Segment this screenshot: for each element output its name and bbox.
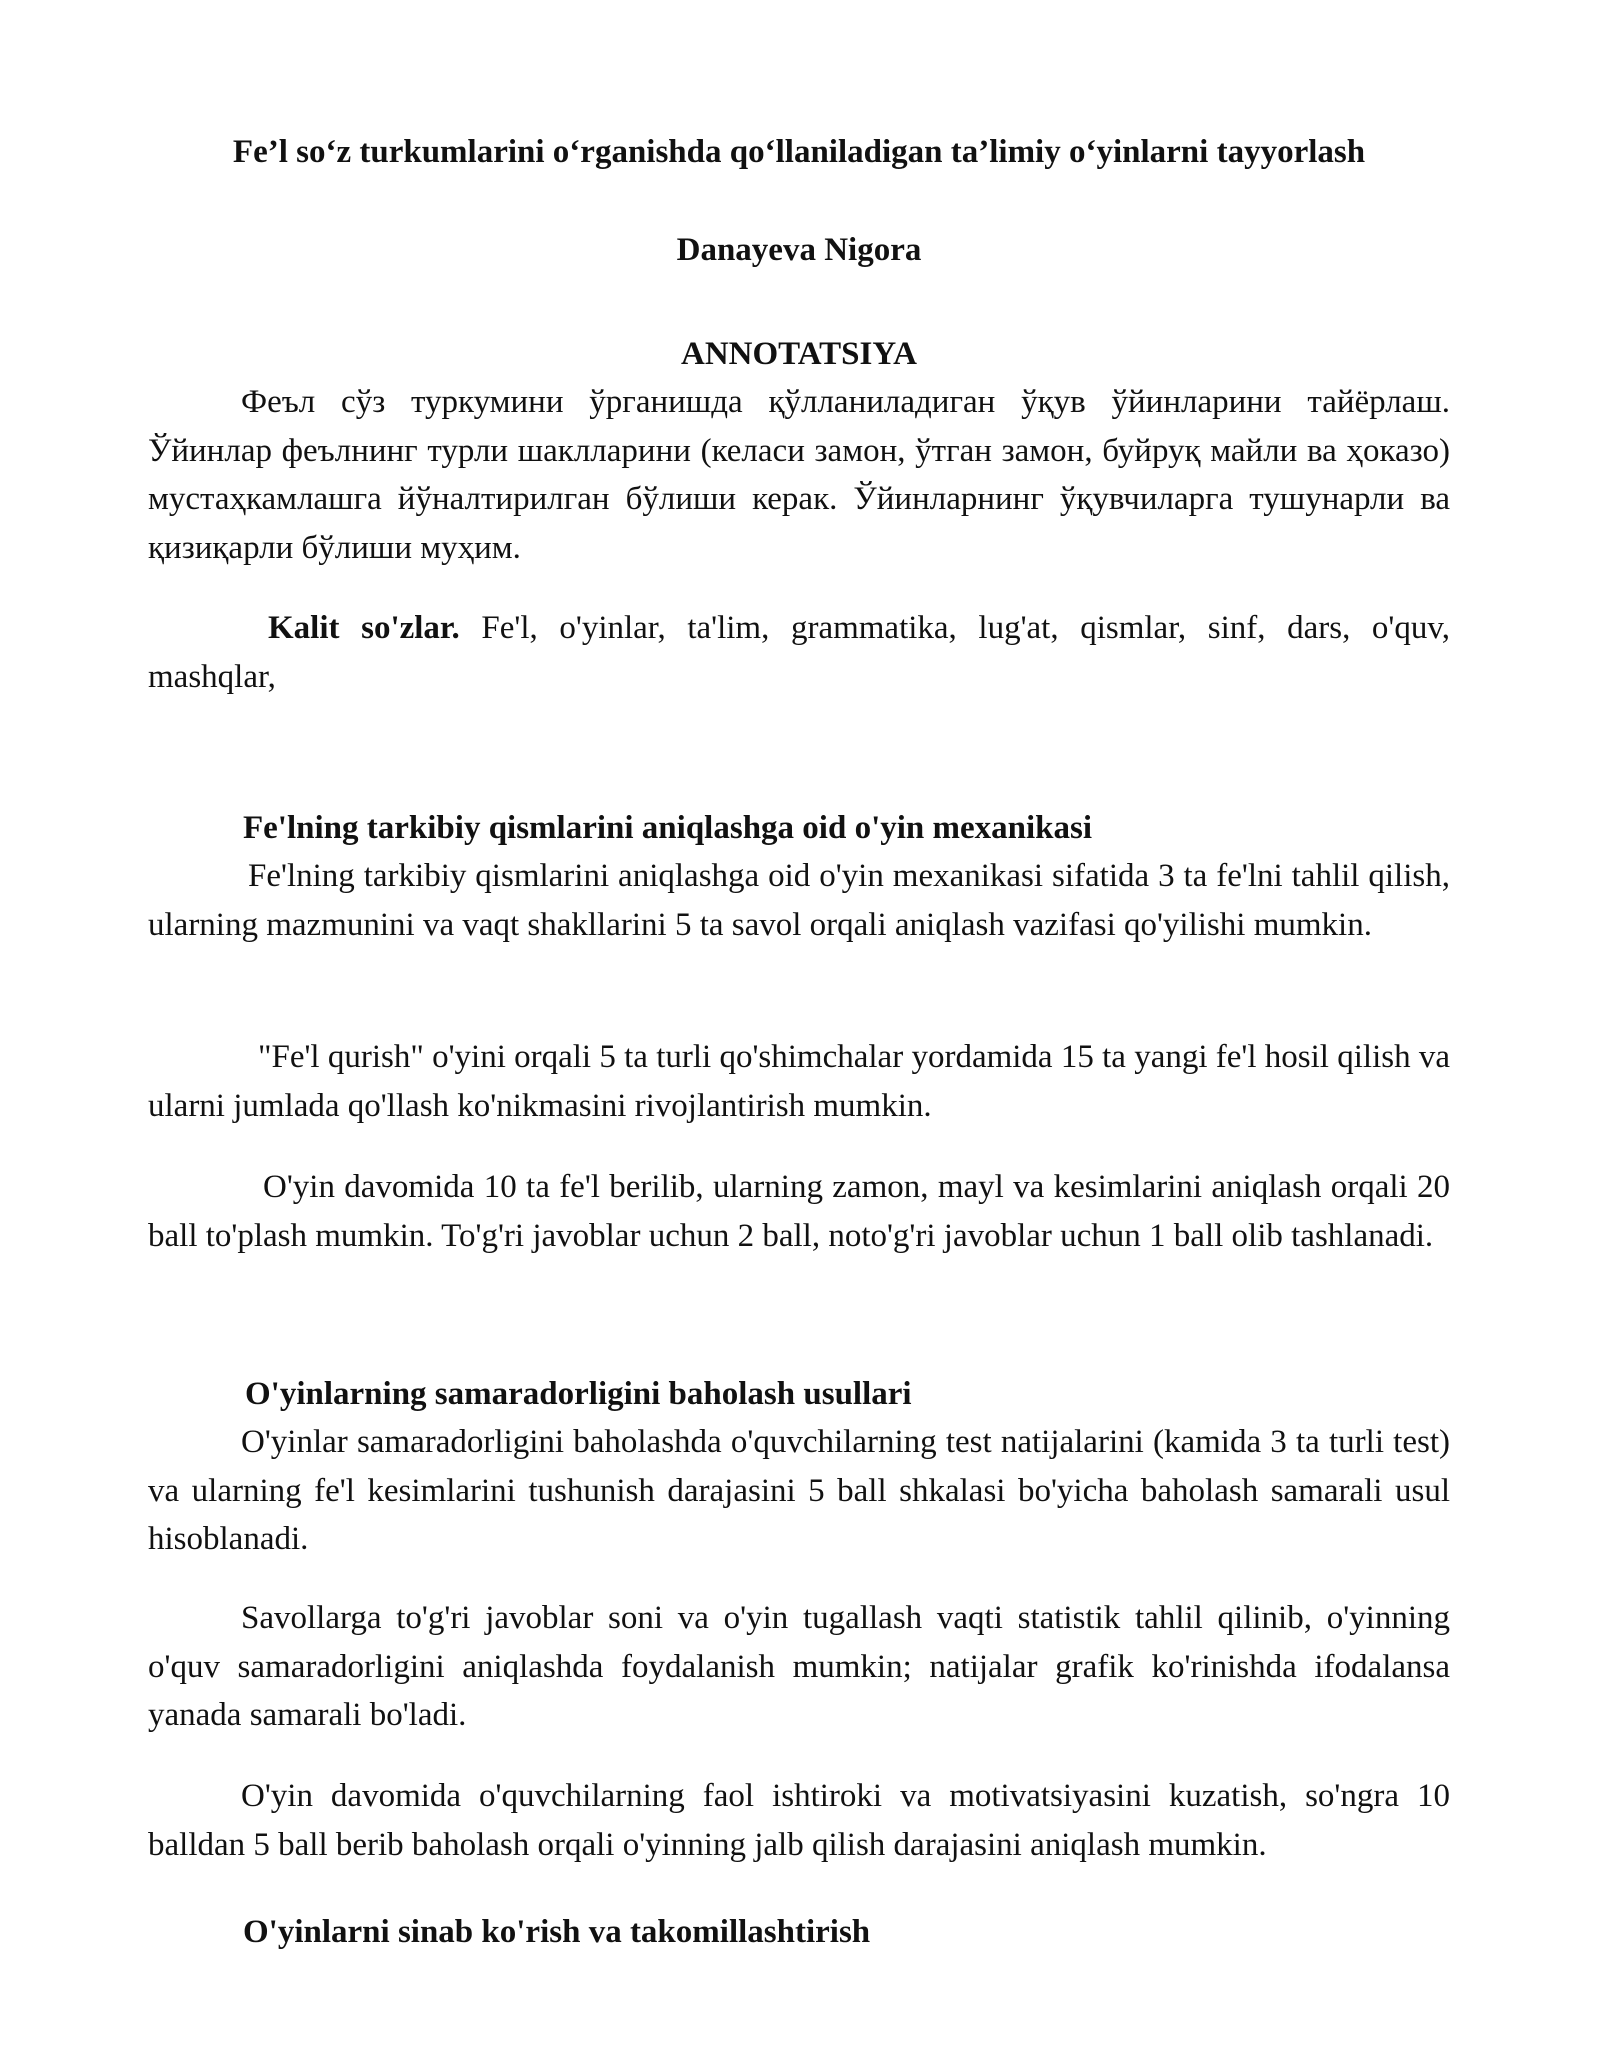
keywords-text: Fe'l, o'yinlar, ta'lim, grammatika, lug'at, qismlar, sinf, dars, o'quv, mashqlar, (148, 610, 1450, 695)
section1-paragraph: "Fe'l qurish" o'yini orqali 5 ta turli qo'shimchalar yordamida 15 ta yangi fe'l hosil qilish va ularni jumlada qo'llash ko'nikmasini rivojlantirish mumkin. (148, 1039, 1450, 1124)
keywords-paragraph (148, 604, 1450, 701)
section1-paragraph: Fe'lning tarkibiy qismlarini aniqlashga oid o'yin mexanikasi sifatida 3 ta fe'lni tahlil qilish, ularning mazmunini va vaqt shakllarini 5 ta savol orqali aniqlash vazifasi qo'yilishi mumkin. (148, 858, 1450, 943)
section1-paragraph: O'yin davomida 10 ta fe'l berilib, ularning zamon, mayl va kesimlarini aniqlash orqali 20 ball to'plash mumkin. To'g'ri javoblar uchun 2 ball, noto'g'ri javoblar uchun 1 ball olib tashlanadi. (148, 1169, 1450, 1254)
keywords-label: Kalit so'zlar. (268, 610, 460, 646)
section2-paragraph: O'yinlar samaradorligini baholashda o'quvchilarning test natijalarini (kamida 3 ta turli test) va ularning fe'l kesimlarini tushunish darajasini 5 ball shkalasi bo'yicha baholash samarali usul hisoblanadi. (148, 1424, 1450, 1557)
section2-paragraph: Savollarga to'g'ri javoblar soni va o'yin tugallash vaqti statistik tahlil qilinib, o'yinning o'quv samaradorligini aniqlashda foydalanish mumkin; natijalar grafik ko'rinishda ifodalansa yanada samarali bo'ladi. (148, 1600, 1450, 1733)
section-heading-evaluation-methods: O'yinlarning samaradorligini baholash usullari (245, 1376, 912, 1412)
section-heading-testing-improvement: O'yinlarni sinab ko'rish va takomillashtirish (243, 1914, 871, 1950)
annotation-heading: ANNOTATSIYA (681, 336, 917, 372)
annotation-text: Феъл сўз туркумини ўрганишда қўлланиладиган ўқув ўйинларини тайёрлаш. Ўйинлар феълнинг турли шаклларини (келаси замон, ўтган замон, буйруқ майли ва ҳоказо) мустаҳкамлашга йўналтирилган бўлиши керак. Ўйинларнинг ўқувчиларга тушунарли ва қизиқарли бўлиши муҳим. (148, 384, 1450, 566)
author-name: Danayeva Nigora (676, 232, 922, 268)
section2-paragraph: O'yin davomida o'quvchilarning faol ishtiroki va motivatsiyasini kuzatish, so'ngra 10 balldan 5 ball berib baholash orqali o'yinning jalb qilish darajasini aniqlash mumkin. (148, 1778, 1450, 1863)
section-heading-game-mechanics: Fe'lning tarkibiy qismlarini aniqlashga oid o'yin mexanikasi (243, 810, 1093, 846)
document-title: Fe’l so‘z turkumlarini o‘rganishda qo‘llaniladigan ta’limiy o‘yinlarni tayyorlash (232, 134, 1366, 170)
